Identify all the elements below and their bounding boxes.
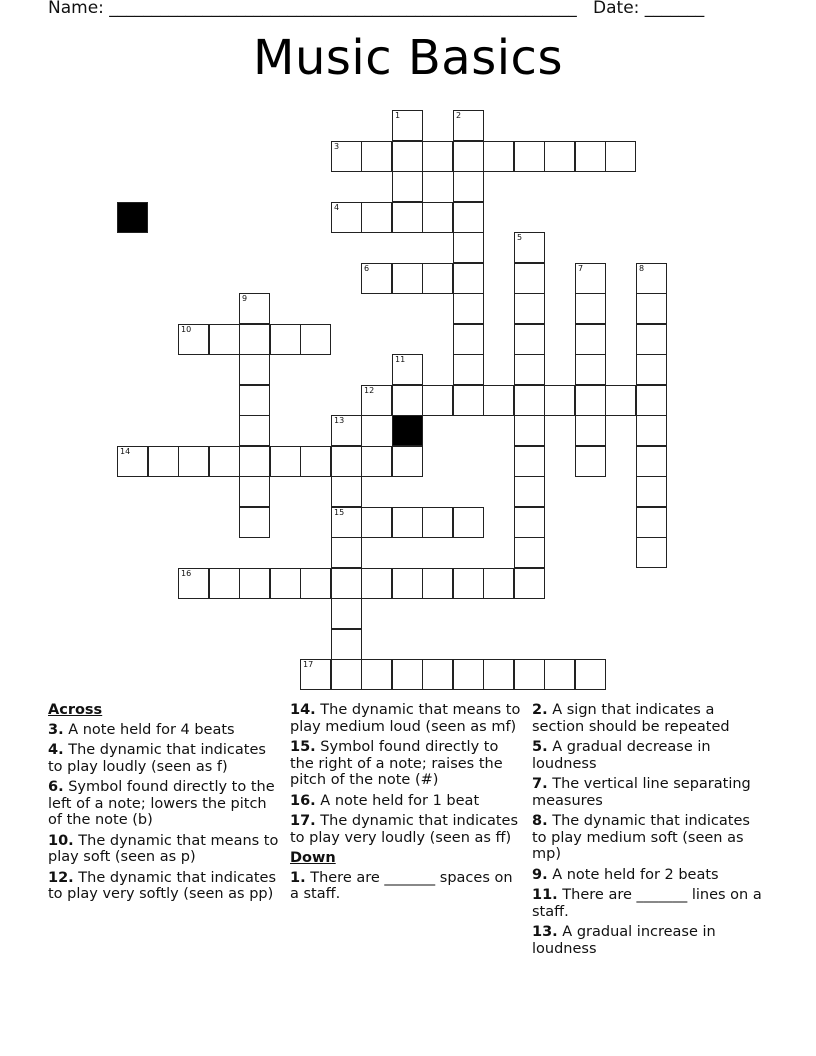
grid-cell[interactable] [331,598,362,629]
clue-number: 7. [532,776,548,792]
grid-cell[interactable] [636,476,667,507]
clue-text: There are _______ spaces on a staff. [290,869,513,902]
clue-text: A gradual decrease in loudness [532,739,711,772]
clue-number: 13. [532,924,558,940]
clue-number: 12 [364,386,375,395]
clue-down [532,924,764,957]
clue-number: 1. [290,869,306,886]
clue-text: The dynamic that indicates to play medium soft (seen as mp) [532,813,750,862]
grid-cell[interactable] [514,324,545,355]
grid-cell[interactable] [422,202,453,233]
grid-cell[interactable] [453,202,484,233]
grid-cell[interactable] [422,263,453,294]
grid-cell[interactable] [453,385,484,416]
clue-number: 14 [120,447,131,456]
clue-across [48,833,280,866]
clue-number: 9 [242,294,248,303]
black-square [392,415,423,446]
grid-cell[interactable] [300,659,331,690]
grid-cell[interactable] [392,263,423,294]
grid-cell[interactable] [544,141,575,172]
clue-across [290,813,522,846]
grid-cell[interactable] [270,324,301,355]
clue-number: 11. [532,887,558,903]
grid-cell[interactable] [392,354,423,385]
grid-cell[interactable] [453,568,484,599]
clue-down [532,813,764,863]
grid-cell[interactable] [636,537,667,568]
clue-across [290,702,522,735]
grid-cell[interactable] [300,446,331,477]
clue-text: A note held for 2 beats [552,866,719,883]
grid-cell[interactable] [514,354,545,385]
grid-cell[interactable] [575,415,606,446]
grid-cell[interactable] [453,354,484,385]
grid-cell[interactable] [361,202,392,233]
grid-cell[interactable] [422,568,453,599]
grid-cell[interactable] [575,354,606,385]
down-heading: Down [290,850,336,866]
grid-cell[interactable] [514,568,545,599]
grid-cell[interactable] [239,507,270,538]
clue-number: 5. [532,739,548,755]
grid-cell[interactable] [514,141,545,172]
clue-text: The dynamic that indicates to play loudly (seen as f) [48,742,266,775]
grid-cell[interactable] [239,446,270,477]
grid-cell[interactable] [453,659,484,690]
clue-number: 16 [181,569,192,578]
grid-cell[interactable] [605,385,636,416]
grid-cell[interactable] [239,354,270,385]
grid-cell[interactable] [575,141,606,172]
name-field-label[interactable]: Name: _______________________________________________________ [48,0,577,18]
grid-cell[interactable] [392,171,423,202]
grid-cell[interactable] [514,476,545,507]
grid-cell[interactable] [331,629,362,660]
grid-cell[interactable] [392,507,423,538]
grid-cell[interactable] [239,385,270,416]
grid-cell[interactable] [514,537,545,568]
grid-cell[interactable] [575,385,606,416]
clue-number: 1 [395,111,401,120]
grid-cell[interactable] [209,446,240,477]
clue-across [290,739,522,789]
grid-cell[interactable] [636,385,667,416]
clue-number: 15 [334,508,345,517]
grid-cell[interactable] [209,324,240,355]
clue-text: The dynamic that means to play medium loud (seen as mf) [290,702,521,735]
grid-cell[interactable] [483,385,514,416]
grid-cell[interactable] [514,263,545,294]
grid-cell[interactable] [453,293,484,324]
grid-cell[interactable] [392,202,423,233]
clue-number: 13 [334,416,345,425]
grid-cell[interactable] [483,141,514,172]
grid-cell[interactable] [392,385,423,416]
grid-cell[interactable] [453,324,484,355]
clue-text: Symbol found directly to the right of a note; raises the pitch of the note (#) [290,739,503,788]
clue-across [48,742,280,775]
grid-cell[interactable] [636,293,667,324]
grid-cell[interactable] [392,446,423,477]
clue-text: A note held for 1 beat [320,792,480,809]
grid-cell[interactable] [575,324,606,355]
grid-cell[interactable] [514,293,545,324]
clue-number: 10 [181,325,192,334]
grid-cell[interactable] [209,568,240,599]
grid-cell[interactable] [422,507,453,538]
grid-cell[interactable] [331,476,362,507]
grid-cell[interactable] [300,324,331,355]
grid-cell[interactable] [361,446,392,477]
clue-down [532,776,764,809]
clue-number: 17 [303,660,314,669]
clue-down [532,702,764,735]
clue-number: 11 [395,355,406,364]
clue-number: 2. [532,702,548,718]
clue-number: 10. [48,832,74,849]
clue-number: 17. [290,813,316,829]
grid-cell[interactable] [239,415,270,446]
grid-cell[interactable] [331,568,362,599]
date-field-label[interactable]: Date: _______ [593,0,705,18]
grid-cell[interactable] [361,385,392,416]
page-title: Music Basics [253,30,563,86]
clue-text: The dynamic that indicates to play very loudly (seen as ff) [290,813,518,846]
clue-down [290,870,522,903]
grid-cell[interactable] [453,263,484,294]
clue-across [290,793,522,810]
grid-cell[interactable] [453,110,484,141]
clue-number: 15. [290,739,316,755]
clues-column-1 [48,702,280,907]
grid-cell[interactable] [331,507,362,538]
grid-cell[interactable] [300,568,331,599]
grid-cell[interactable] [178,446,209,477]
grid-cell[interactable] [636,507,667,538]
grid-cell[interactable] [331,659,362,690]
clue-down [532,867,764,884]
grid-cell[interactable] [636,324,667,355]
grid-cell[interactable] [514,385,545,416]
clue-number: 6. [48,779,64,795]
grid-cell[interactable] [575,659,606,690]
grid-cell[interactable] [636,263,667,294]
across-heading: Across [48,702,103,718]
clue-across [48,779,280,829]
clue-number: 12. [48,869,74,886]
grid-cell[interactable] [239,293,270,324]
clue-text: The dynamic that indicates to play very softly (seen as pp) [48,869,276,902]
clue-number: 8 [639,264,645,273]
grid-cell[interactable] [361,659,392,690]
grid-cell[interactable] [453,141,484,172]
grid-cell[interactable] [148,446,179,477]
clue-number: 4. [48,742,64,758]
grid-cell[interactable] [483,659,514,690]
grid-cell[interactable] [514,415,545,446]
clue-text: There are _______ lines on a staff. [532,887,762,920]
grid-cell[interactable] [575,446,606,477]
grid-cell[interactable] [422,141,453,172]
clue-text: A sign that indicates a section should be repeated [532,702,730,735]
grid-cell[interactable] [361,263,392,294]
grid-cell[interactable] [422,659,453,690]
clue-number: 3. [48,721,64,738]
grid-cell[interactable] [392,659,423,690]
grid-cell[interactable] [331,537,362,568]
grid-cell[interactable] [270,446,301,477]
grid-cell[interactable] [239,476,270,507]
grid-cell[interactable] [636,446,667,477]
grid-cell[interactable] [514,507,545,538]
clue-text: The dynamic that means to play soft (seen as p) [48,832,279,865]
clue-text: The vertical line separating measures [532,776,751,809]
clues-column-2 [290,702,522,907]
clue-text: A note held for 4 beats [68,721,235,738]
grid-cell[interactable] [636,415,667,446]
clue-down [532,887,764,920]
clue-number: 5 [517,233,523,242]
grid-cell[interactable] [453,507,484,538]
grid-cell[interactable] [605,141,636,172]
grid-cell[interactable] [331,202,362,233]
grid-cell[interactable] [361,568,392,599]
grid-cell[interactable] [514,659,545,690]
grid-cell[interactable] [544,385,575,416]
clue-text: A gradual increase in loudness [532,924,716,957]
clue-across [48,722,280,739]
grid-cell[interactable] [514,232,545,263]
clue-down [532,739,764,772]
clue-across [48,870,280,903]
clue-number: 7 [578,264,584,273]
grid-cell[interactable] [392,110,423,141]
grid-cell[interactable] [422,385,453,416]
grid-cell[interactable] [544,659,575,690]
clues-column-3 [532,702,764,961]
grid-cell[interactable] [636,354,667,385]
grid-cell[interactable] [331,141,362,172]
grid-cell[interactable] [331,446,362,477]
grid-cell[interactable] [117,446,148,477]
grid-cell[interactable] [514,446,545,477]
clue-number: 3 [334,142,340,151]
clue-number: 16. [290,792,316,809]
grid-cell[interactable] [361,141,392,172]
grid-cell[interactable] [270,568,301,599]
grid-cell[interactable] [575,293,606,324]
clue-number: 4 [334,203,340,212]
grid-cell[interactable] [331,415,362,446]
clue-number: 14. [290,702,316,718]
grid-cell[interactable] [239,324,270,355]
grid-cell[interactable] [239,568,270,599]
grid-cell[interactable] [178,568,209,599]
clue-number: 2 [456,111,462,120]
clue-number: 6 [364,264,370,273]
clue-number: 8. [532,813,548,829]
grid-cell[interactable] [178,324,209,355]
grid-cell[interactable] [575,263,606,294]
grid-cell[interactable] [453,171,484,202]
grid-cell[interactable] [483,568,514,599]
grid-cell[interactable] [392,141,423,172]
grid-cell[interactable] [361,507,392,538]
grid-cell[interactable] [453,232,484,263]
grid-cell[interactable] [392,568,423,599]
clue-text: Symbol found directly to the left of a note; lowers the pitch of the note (b) [48,779,275,828]
black-square [117,202,148,233]
clue-number: 9. [532,866,548,883]
